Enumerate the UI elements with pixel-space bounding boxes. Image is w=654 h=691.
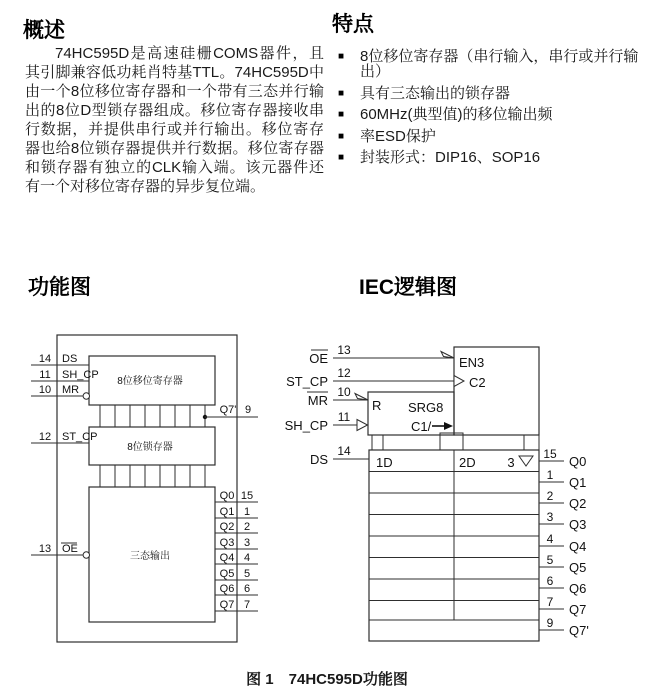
pin-number: 3 bbox=[546, 510, 554, 524]
signal-name: Q2 bbox=[219, 521, 235, 533]
pin-number: 14 bbox=[38, 353, 52, 365]
clock-triangle-icon bbox=[454, 376, 464, 387]
bullet-square-icon: ■ bbox=[338, 130, 345, 142]
pin-number: 10 bbox=[337, 385, 351, 399]
c2-label: C2 bbox=[469, 375, 486, 390]
pin-number: 12 bbox=[337, 366, 351, 380]
pin-number: 15 bbox=[240, 490, 254, 502]
input-mr bbox=[31, 384, 90, 399]
signal-name: Q4 bbox=[219, 552, 235, 564]
pin-number: 9 bbox=[244, 404, 252, 416]
iec-output-q7 bbox=[539, 595, 586, 617]
inversion-bubble-icon bbox=[83, 393, 89, 399]
signal-name: Q7 bbox=[569, 602, 587, 617]
signal-name: MR bbox=[307, 393, 328, 408]
bullet-square-icon: ■ bbox=[338, 87, 345, 99]
signal-name: Q7' bbox=[219, 404, 237, 416]
pin-number: 7 bbox=[546, 595, 554, 609]
features-heading: 特点 bbox=[332, 13, 374, 36]
reset-label: R bbox=[372, 398, 382, 413]
polarity-indicator-icon bbox=[441, 352, 454, 359]
signal-name: ST_CP bbox=[286, 374, 328, 389]
input-st-cp bbox=[31, 431, 97, 443]
srg8-label: SRG8 bbox=[408, 400, 444, 415]
signal-name: Q6 bbox=[219, 583, 235, 595]
features-list bbox=[338, 49, 650, 172]
output-id-label: 3 bbox=[507, 455, 515, 470]
iec-output-q3 bbox=[539, 510, 586, 532]
c1-label: C1/ bbox=[411, 419, 432, 434]
signal-name: Q3 bbox=[219, 537, 235, 549]
overview-paragraph: 74HC595D是高速硅栅COMS器件，且其引脚兼容低功耗肖特基TTL。74HC595D中由一个8位移位寄存器和一个带有三态并行输出的8位D型锁存器组成。移位寄存器接收串行数据，并提供串行或并行输出。移位寄存器也给8位锁存器提供并行数据。移位寄存器和锁存器有独立的CLK输入端。该元器件还有一个对移位寄存器的异步复位端。 bbox=[25, 45, 324, 195]
iec-output-q6 bbox=[539, 574, 586, 596]
iec-output-q2 bbox=[539, 489, 586, 511]
iec-logic-diagram bbox=[283, 342, 593, 645]
iec-output-q4 bbox=[539, 532, 586, 554]
feature-text: 8位移位寄存器（串行输入，串行或并行输出） bbox=[360, 48, 639, 80]
signal-name: DS bbox=[309, 452, 328, 467]
pin-number: 10 bbox=[38, 384, 52, 396]
iec-input-sh-cp bbox=[285, 410, 368, 433]
iec-array-grid bbox=[369, 450, 539, 620]
signal-name: Q3 bbox=[569, 517, 587, 532]
pin-number: 5 bbox=[243, 568, 251, 580]
pin-number: 6 bbox=[243, 583, 251, 595]
pin-number: 9 bbox=[546, 616, 554, 630]
input-sh-cp bbox=[31, 369, 99, 381]
feature-text: 具有三态输出的锁存器 bbox=[360, 84, 511, 102]
en3-label: EN3 bbox=[459, 355, 485, 370]
iec-input-st-cp bbox=[286, 366, 464, 389]
pin-number: 5 bbox=[546, 553, 554, 567]
shift-register-label: 8位移位寄存器 bbox=[117, 376, 183, 387]
pin-number: 13 bbox=[38, 543, 52, 555]
signal-name: ST_CP bbox=[62, 431, 98, 443]
iec-input-ds bbox=[310, 444, 369, 467]
signal-name: SH_CP bbox=[62, 369, 99, 381]
pin-number: 6 bbox=[546, 574, 554, 588]
pin-number: 14 bbox=[337, 444, 351, 458]
signal-name: Q0 bbox=[569, 454, 587, 469]
signal-name: Q1 bbox=[569, 475, 587, 490]
signal-name: Q5 bbox=[569, 560, 587, 575]
functional-diagram bbox=[20, 330, 270, 652]
feature-item bbox=[338, 107, 650, 122]
pin-number: 12 bbox=[38, 431, 52, 443]
d1-label: 1D bbox=[376, 455, 393, 470]
pin-number: 15 bbox=[543, 447, 557, 461]
signal-name: Q7' bbox=[569, 623, 589, 638]
signal-name: Q7 bbox=[219, 599, 235, 611]
pin-number: 11 bbox=[337, 410, 351, 424]
d2-label: 2D bbox=[459, 455, 476, 470]
iec-diagram-heading: IEC逻辑图 bbox=[359, 276, 458, 299]
feature-text: 60MHz(典型值)的移位输出频 bbox=[360, 106, 553, 123]
signal-name: Q1 bbox=[219, 506, 235, 518]
iec-input-oe bbox=[309, 343, 454, 366]
signal-name: Q4 bbox=[569, 539, 587, 554]
clock-triangle-icon bbox=[357, 420, 368, 431]
feature-text: 封装形式：DIP16、SOP16 bbox=[360, 149, 541, 166]
signal-name: Q2 bbox=[569, 496, 587, 511]
bullet-square-icon: ■ bbox=[338, 152, 345, 163]
shift-right-arrow-icon bbox=[432, 422, 453, 430]
signal-name: OE bbox=[62, 543, 78, 555]
pin-number: 4 bbox=[243, 552, 251, 564]
pin-number: 4 bbox=[546, 532, 554, 546]
overview-heading: 概述 bbox=[23, 19, 65, 42]
iec-output-q7s bbox=[539, 616, 589, 638]
functional-diagram-heading: 功能图 bbox=[28, 276, 91, 299]
feature-item bbox=[338, 150, 650, 165]
iec-output-q5 bbox=[539, 553, 586, 575]
pin-number: 2 bbox=[243, 521, 251, 533]
feature-item bbox=[338, 86, 650, 101]
input-ds bbox=[31, 353, 89, 365]
feature-item bbox=[338, 49, 650, 79]
feature-item bbox=[338, 129, 650, 144]
signal-name: Q5 bbox=[219, 568, 235, 580]
iec-output-q1 bbox=[539, 468, 586, 490]
tristate-label: 三态输出 bbox=[130, 551, 170, 562]
figure-caption: 图 1 74HC595D功能图 bbox=[246, 671, 408, 688]
signal-name: Q6 bbox=[569, 581, 587, 596]
input-oe bbox=[31, 543, 90, 558]
signal-name: OE bbox=[309, 351, 328, 366]
bullet-square-icon: ■ bbox=[338, 109, 345, 120]
signal-name: SH_CP bbox=[284, 418, 328, 433]
signal-name: Q0 bbox=[219, 490, 235, 502]
pin-number: 1 bbox=[243, 506, 251, 518]
pin-number: 13 bbox=[337, 343, 351, 357]
serial-output-q7s bbox=[203, 404, 258, 419]
polarity-indicator-icon bbox=[355, 394, 368, 401]
pin-number: 1 bbox=[546, 468, 554, 482]
latch-label: 8位锁存器 bbox=[127, 442, 173, 453]
signal-name: DS bbox=[62, 353, 78, 365]
bullet-square-icon: ■ bbox=[338, 51, 345, 62]
signal-name: MR bbox=[62, 384, 80, 396]
pin-number: 2 bbox=[546, 489, 554, 503]
pin-number: 3 bbox=[243, 537, 251, 549]
pin-number: 7 bbox=[243, 599, 251, 611]
feature-text: 率ESD保护 bbox=[360, 127, 436, 145]
pin-number: 11 bbox=[39, 369, 51, 381]
iec-output-q0 bbox=[539, 447, 586, 469]
tristate-triangle-icon bbox=[519, 456, 533, 466]
inversion-bubble-icon bbox=[83, 552, 89, 558]
